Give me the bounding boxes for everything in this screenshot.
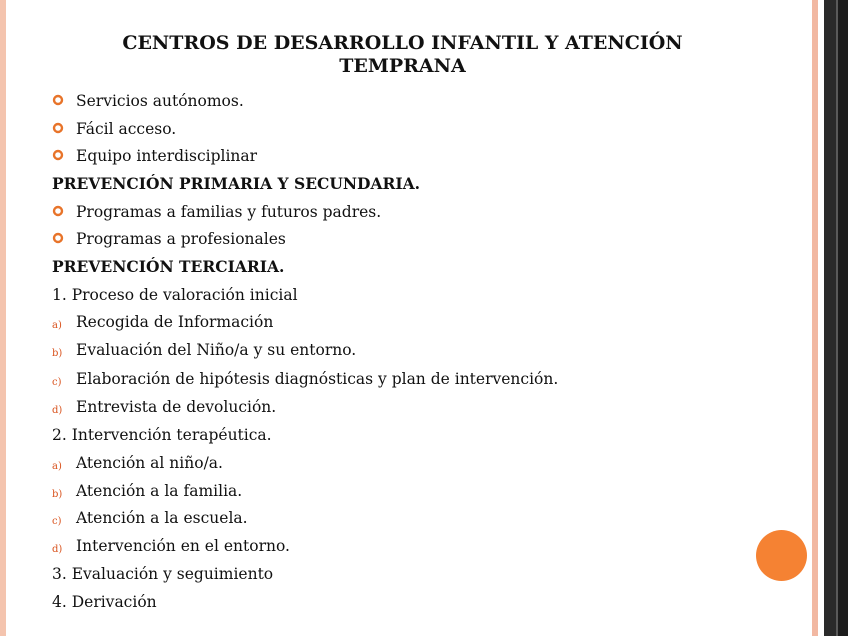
list-item-text: Programas a familias y futuros padres. [76, 203, 382, 221]
list-item-text: Atención a la familia. [76, 482, 243, 500]
list-item-text: Equipo interdisciplinar [76, 147, 258, 165]
list-item-text: Servicios autónomos. [76, 92, 244, 110]
list-marker: b) [52, 348, 63, 359]
list-item-text: Atención a la escuela. [76, 509, 248, 527]
step-text: 2. Intervención terapéutica. [52, 426, 272, 444]
bullet-ring-icon [52, 122, 64, 134]
bullet-ring-icon [52, 94, 64, 106]
list-item-text: Evaluación del Niño/a y su entorno. [76, 341, 357, 359]
step-text: 1. Proceso de valoración inicial [52, 286, 298, 304]
list-item-text: Atención al niño/a. [76, 454, 223, 472]
title-line-2: TEMPRANA [339, 55, 466, 77]
step-text: 3. Evaluación y seguimiento [52, 565, 274, 583]
list-item-text: Fácil acceso. [76, 120, 177, 138]
slide-title [90, 32, 715, 78]
list-item-text: Entrevista de devolución. [76, 398, 277, 416]
bullet-ring-icon [52, 149, 64, 161]
list-item-text: Recogida de Información [76, 313, 274, 331]
list-marker: b) [52, 489, 63, 500]
list-marker: c) [52, 377, 62, 388]
list-marker: d) [52, 544, 63, 555]
left-border-stripe [0, 0, 6, 636]
list-marker: a) [52, 320, 62, 331]
list-item-text: Intervención en el entorno. [76, 537, 290, 555]
list-marker: a) [52, 461, 62, 472]
right-border-dark [824, 0, 836, 636]
title-line-1: CENTROS DE DESARROLLO INFANTIL Y ATENCIÓN [122, 32, 683, 54]
bullet-ring-icon [52, 205, 64, 217]
decorative-orange-circle [756, 530, 807, 581]
list-marker: d) [52, 405, 63, 416]
list-item-text: Elaboración de hipótesis diagnósticas y plan de intervención. [76, 370, 559, 388]
bullet-ring-icon [52, 232, 64, 244]
list-item-text: Programas a profesionales [76, 230, 286, 248]
right-decorative-border [812, 0, 848, 636]
step-text: 4. Derivación [52, 593, 157, 611]
heading-text: PREVENCIÓN PRIMARIA Y SECUNDARIA. [52, 174, 421, 193]
heading-text: PREVENCIÓN TERCIARIA. [52, 257, 285, 276]
list-marker: c) [52, 516, 62, 527]
right-border-dark-outer [838, 0, 848, 636]
